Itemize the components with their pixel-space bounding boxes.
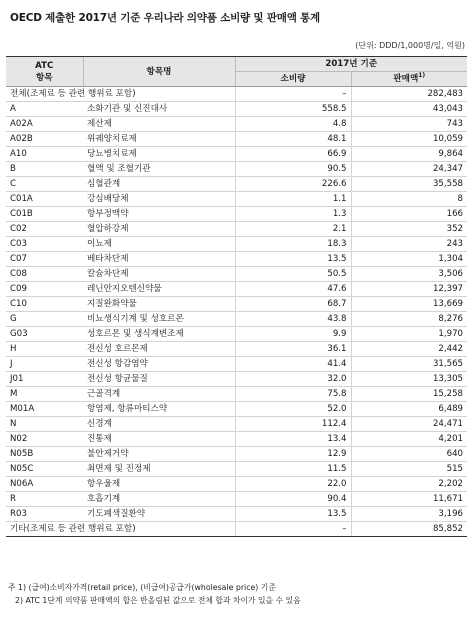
sales-value: 11,671 [351,492,467,507]
item-name: 강심배당체 [83,192,235,207]
item-name: 신경계 [83,417,235,432]
atc-code: C07 [6,252,83,267]
atc-code: H [6,342,83,357]
atc-code: A [6,102,83,117]
consumption-value: 1.3 [235,207,351,222]
item-name: 근골격계 [83,387,235,402]
consumption-value: 43.8 [235,312,351,327]
sales-value: 10,059 [351,132,467,147]
sales-value: 85,852 [351,522,467,537]
consumption-value: 112.4 [235,417,351,432]
consumption-value: 558.5 [235,102,351,117]
item-name: 지질완화약물 [83,297,235,312]
unit-label: (단위: DDD/1,000명/일, 억원) [355,41,465,50]
table-row [6,147,467,162]
item-name: 최면제 및 진정제 [83,462,235,477]
sales-value: 4,201 [351,432,467,447]
consumption-value: 50.5 [235,267,351,282]
item-name: 호흡기계 [83,492,235,507]
atc-code: A10 [6,147,83,162]
atc-code: C10 [6,297,83,312]
consumption-value: 4.8 [235,117,351,132]
table-row [6,252,467,267]
consumption-value: 12.9 [235,447,351,462]
sales-value: 640 [351,447,467,462]
consumption-value: 13.5 [235,507,351,522]
row-label: 기타(조제료 등 관련 행위료 포함) [6,522,235,537]
table-row [6,312,467,327]
consumption-value: 68.7 [235,297,351,312]
consumption-value: 41.4 [235,357,351,372]
sales-value: 9,864 [351,147,467,162]
atc-code: R03 [6,507,83,522]
sales-value: 12,397 [351,282,467,297]
table-row [6,342,467,357]
sales-value: 3,506 [351,267,467,282]
consumption-value: 11.5 [235,462,351,477]
atc-code: B [6,162,83,177]
table-row [6,522,467,537]
consumption-value: 36.1 [235,342,351,357]
item-name: 위궤양치료제 [83,132,235,147]
atc-code: C02 [6,222,83,237]
consumption-value: 66.9 [235,147,351,162]
item-name: 전신성 항균물질 [83,372,235,387]
table-row [6,417,467,432]
footnotes [8,581,301,607]
sales-value: 24,471 [351,417,467,432]
consumption-value: 75.8 [235,387,351,402]
header-year: 2017년 기준 [235,57,467,72]
consumption-value: 18.3 [235,237,351,252]
consumption-value: 226.6 [235,177,351,192]
sales-value: 282,483 [351,87,467,102]
table-row [6,297,467,312]
table-row [6,102,467,117]
consumption-value: 1.1 [235,192,351,207]
atc-code: M [6,387,83,402]
sales-value: 352 [351,222,467,237]
table-row [6,372,467,387]
header-atc: ATC 항목 [6,57,83,87]
sales-value: 515 [351,462,467,477]
consumption-value: 52.0 [235,402,351,417]
statistics-table [6,56,467,537]
sales-value: 243 [351,237,467,252]
item-name: 칼슘차단제 [83,267,235,282]
atc-code: C08 [6,267,83,282]
table-row [6,132,467,147]
table-row [6,432,467,447]
sales-value: 6,489 [351,402,467,417]
item-name: 소화기관 및 신진대사 [83,102,235,117]
item-name: 베타차단제 [83,252,235,267]
consumption-value: 22.0 [235,477,351,492]
atc-code: A02B [6,132,83,147]
item-name: 기도폐색질환약 [83,507,235,522]
atc-code: C01B [6,207,83,222]
atc-code: M01A [6,402,83,417]
item-name: 항우울제 [83,477,235,492]
sales-value: 166 [351,207,467,222]
item-name: 레닌안지오텐신약물 [83,282,235,297]
item-name: 전신성 호르몬제 [83,342,235,357]
sales-value: 13,669 [351,297,467,312]
footnote-2: 2) ATC 1단계 의약품 판매액의 합은 반올림된 값으로 전체 합과 차이가 있을 수 있음 [15,596,301,605]
atc-code: N [6,417,83,432]
sales-value: 2,442 [351,342,467,357]
sales-value: 8 [351,192,467,207]
table-row [6,492,467,507]
atc-code: C [6,177,83,192]
consumption-value: 32.0 [235,372,351,387]
footnote-1: 주 1) (급여)소비자가격(retail price), (비급여)공급가(wholesale price) 기준 [8,583,276,592]
sales-value: 8,276 [351,312,467,327]
table-row [6,387,467,402]
header-sales: 판매액$^{1)}$ [351,72,467,87]
table-body [6,87,467,537]
header-name: 항목명 [83,57,235,87]
table-row [6,177,467,192]
item-name: 제산제 [83,117,235,132]
sales-value: 24,347 [351,162,467,177]
item-name: 비뇨생식기계 및 성호르몬 [83,312,235,327]
consumption-value: 48.1 [235,132,351,147]
table-title: OECD 제출한 2017년 기준 우리나라 의약품 소비량 및 판매액 통계 [10,12,320,24]
item-name: 전신성 항감염약 [83,357,235,372]
item-name: 혈압하강제 [83,222,235,237]
atc-code: N06A [6,477,83,492]
table-row [6,282,467,297]
table-row [6,222,467,237]
table-row [6,447,467,462]
item-name: 항부정맥약 [83,207,235,222]
item-name: 당뇨병치료제 [83,147,235,162]
consumption-value: 13.5 [235,252,351,267]
table-header [6,57,467,87]
table-row [6,267,467,282]
item-name: 항염제, 항류마티스약 [83,402,235,417]
table-row [6,162,467,177]
table-row [6,462,467,477]
item-name: 혈액 및 조혈기관 [83,162,235,177]
consumption-value: – [235,522,351,537]
consumption-value: 9.9 [235,327,351,342]
atc-code: J01 [6,372,83,387]
sales-value: 35,558 [351,177,467,192]
sales-value: 743 [351,117,467,132]
table-row [6,357,467,372]
table-row [6,207,467,222]
table-row [6,327,467,342]
atc-code: C01A [6,192,83,207]
atc-code: N05C [6,462,83,477]
item-name: 성호르몬 및 생식계변조제 [83,327,235,342]
atc-code: C09 [6,282,83,297]
sales-value: 1,304 [351,252,467,267]
item-name: 심혈관계 [83,177,235,192]
atc-code: R [6,492,83,507]
atc-code: N02 [6,432,83,447]
atc-code: G [6,312,83,327]
sales-value: 13,305 [351,372,467,387]
sales-value: 2,202 [351,477,467,492]
consumption-value: 2.1 [235,222,351,237]
sales-value: 3,196 [351,507,467,522]
consumption-value: 47.6 [235,282,351,297]
sales-value: 43,043 [351,102,467,117]
atc-code: C03 [6,237,83,252]
sales-value: 15,258 [351,387,467,402]
atc-code: G03 [6,327,83,342]
atc-code: A02A [6,117,83,132]
header-consumption: 소비량 [235,72,351,87]
table-row [6,87,467,102]
table-row [6,237,467,252]
atc-code: J [6,357,83,372]
table-row [6,402,467,417]
atc-code: N05B [6,447,83,462]
table-row [6,507,467,522]
consumption-value: 90.5 [235,162,351,177]
row-label: 전체(조제료 등 관련 행위료 포함) [6,87,235,102]
table-row [6,477,467,492]
consumption-value: – [235,87,351,102]
sales-value: 31,565 [351,357,467,372]
item-name: 불안제거약 [83,447,235,462]
table-row [6,117,467,132]
item-name: 진통제 [83,432,235,447]
table-row [6,192,467,207]
consumption-value: 13.4 [235,432,351,447]
sales-value: 1,970 [351,327,467,342]
consumption-value: 90.4 [235,492,351,507]
item-name: 이뇨제 [83,237,235,252]
